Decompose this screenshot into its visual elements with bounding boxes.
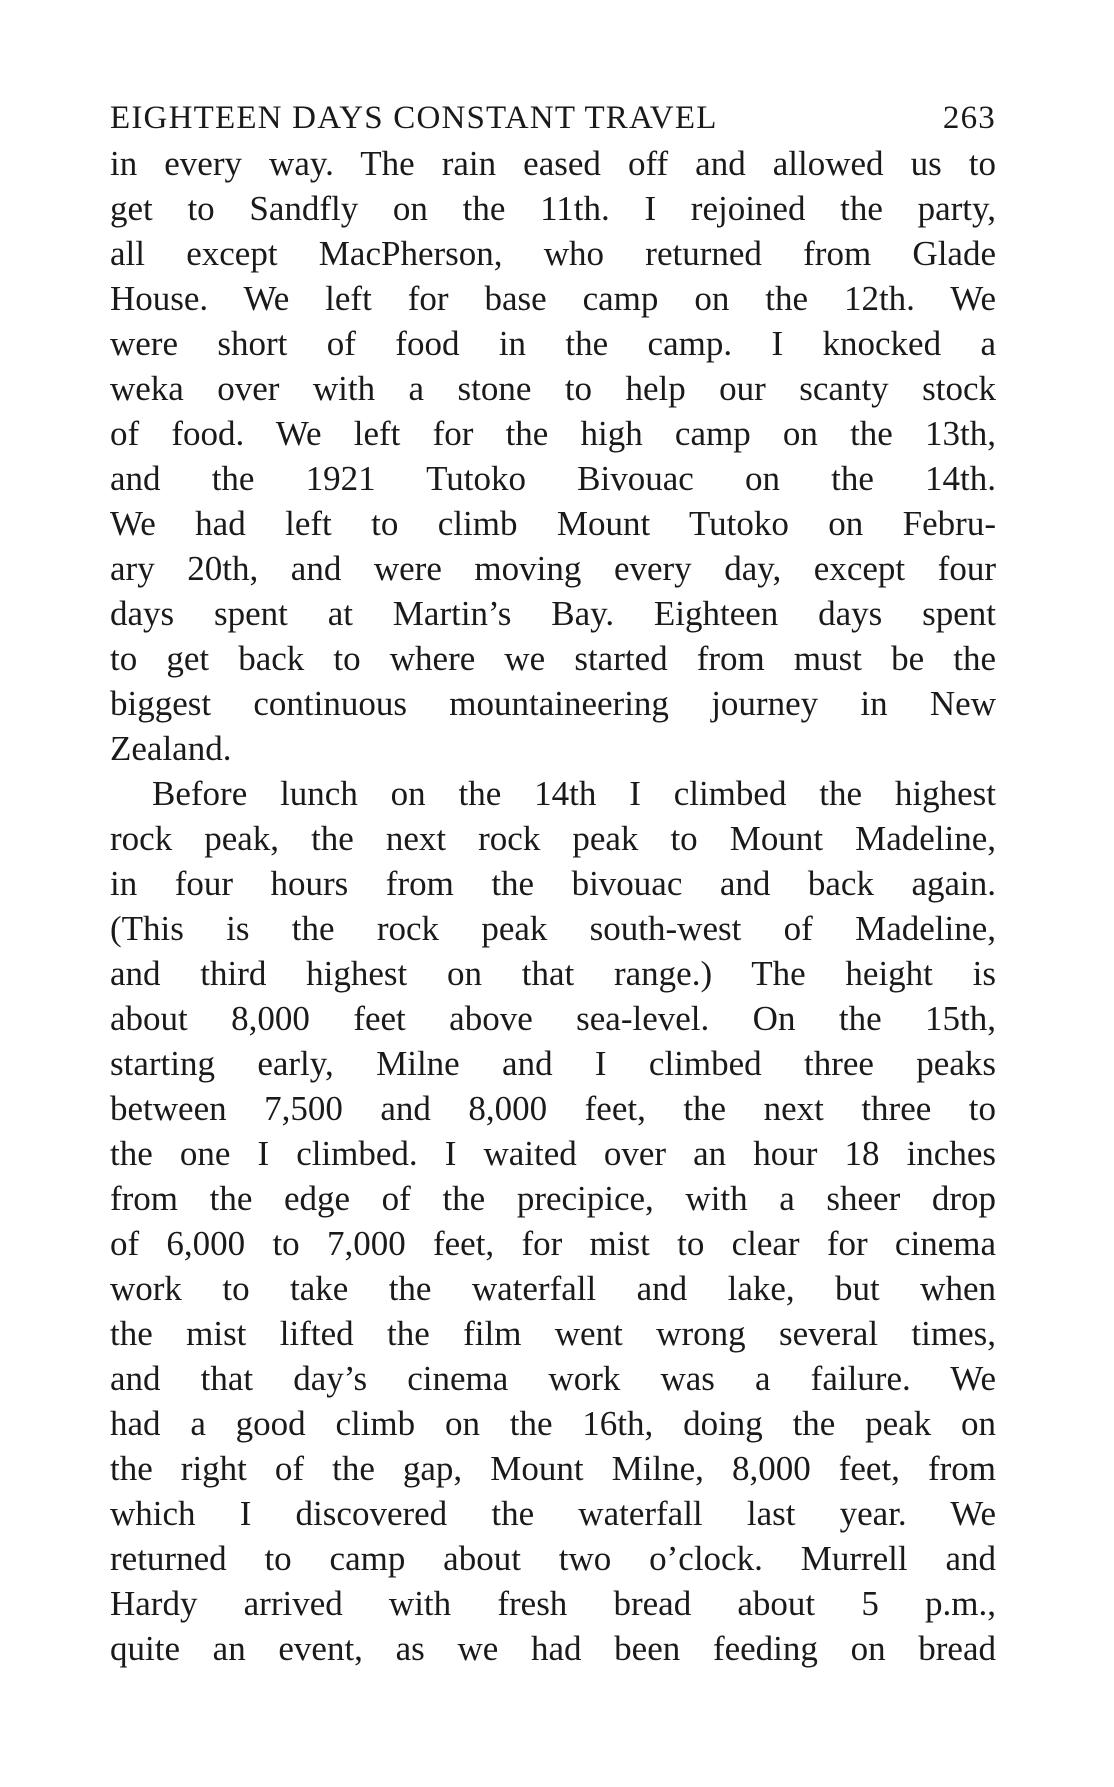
text-line: the one I climbed. I waited over an hour 18 inches: [110, 1134, 996, 1173]
text-line: days spent at Martin’s Bay. Eighteen days spent: [110, 594, 996, 633]
text-line: and third highest on that range.) The height is: [110, 954, 996, 993]
text-line: ary 20th, and were moving every day, except four: [110, 549, 996, 588]
page-number: 263: [942, 100, 996, 136]
text-line: (This is the rock peak south-west of Madeline,: [110, 909, 996, 948]
text-line: Hardy arrived with fresh bread about 5 p.m.,: [110, 1584, 996, 1623]
book-page: [110, 95, 996, 1671]
body-text: [110, 141, 996, 1671]
paragraph-1: [110, 141, 996, 771]
text-line: the mist lifted the film went wrong several times,: [110, 1314, 996, 1353]
text-line: and that day’s cinema work was a failure. We: [110, 1359, 996, 1398]
text-line: from the edge of the precipice, with a sheer drop: [110, 1179, 996, 1218]
text-line: of 6,000 to 7,000 feet, for mist to clear for cinema: [110, 1224, 996, 1263]
text-line: all except MacPherson, who returned from Glade: [110, 234, 996, 273]
running-head: [110, 95, 996, 141]
text-line: rock peak, the next rock peak to Mount Madeline,: [110, 819, 996, 858]
text-line: of food. We left for the high camp on the 13th,: [110, 414, 996, 453]
text-line: quite an event, as we had been feeding on bread: [110, 1629, 996, 1668]
paragraph-2: [110, 771, 996, 1671]
text-line: about 8,000 feet above sea-level. On the 15th,: [110, 999, 996, 1038]
text-line: to get back to where we started from must be the: [110, 639, 996, 678]
text-line: Zealand.: [110, 729, 232, 768]
text-line: which I discovered the waterfall last year. We: [110, 1494, 996, 1533]
text-line: in four hours from the bivouac and back again.: [110, 864, 996, 903]
text-line: the right of the gap, Mount Milne, 8,000 feet, from: [110, 1449, 996, 1488]
text-line: weka over with a stone to help our scanty stock: [110, 369, 996, 408]
text-line: had a good climb on the 16th, doing the peak on: [110, 1404, 996, 1443]
text-line: starting early, Milne and I climbed three peaks: [110, 1044, 996, 1083]
text-line: We had left to climb Mount Tutoko on Febru-: [110, 504, 996, 543]
text-line: biggest continuous mountaineering journey in New: [110, 684, 996, 723]
text-line: get to Sandfly on the 11th. I rejoined the party,: [110, 189, 996, 228]
text-line: and the 1921 Tutoko Bivouac on the 14th.: [110, 459, 996, 498]
chapter-title: EIGHTEEN DAYS CONSTANT TRAVEL: [110, 100, 718, 136]
text-line: work to take the waterfall and lake, but when: [110, 1269, 996, 1308]
text-line: House. We left for base camp on the 12th. We: [110, 279, 996, 318]
text-line: were short of food in the camp. I knocked a: [110, 324, 996, 363]
text-line: in every way. The rain eased off and allowed us to: [110, 144, 996, 183]
text-line: returned to camp about two o’clock. Murrell and: [110, 1539, 996, 1578]
text-line: Before lunch on the 14th I climbed the highest: [152, 774, 996, 813]
text-line: between 7,500 and 8,000 feet, the next three to: [110, 1089, 996, 1128]
